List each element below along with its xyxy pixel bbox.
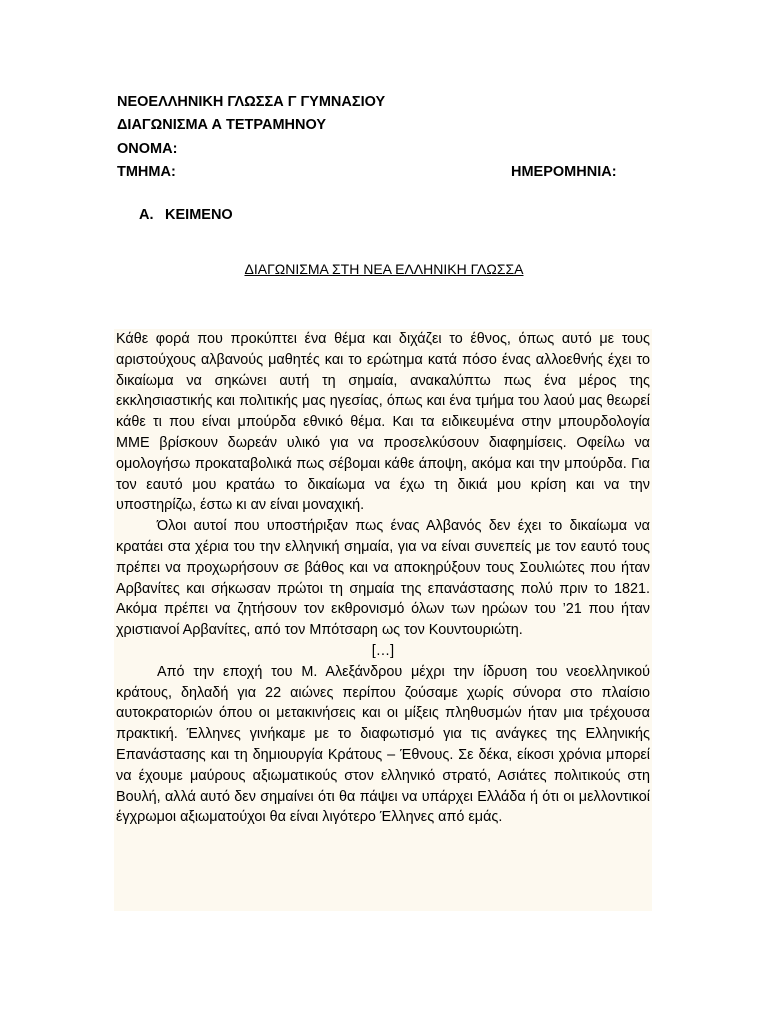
document-title: ΔΙΑΓΩΝΙΣΜΑ ΣΤΗ ΝΕΑ ΕΛΛΗΝΙΚΗ ΓΛΩΣΣΑ (244, 261, 524, 277)
class-label: ΤΜΗΜΑ: (117, 164, 176, 180)
section-title: ΚΕΙΜΕΝΟ (165, 207, 233, 223)
name-label: ΟΝΟΜΑ: (117, 141, 178, 157)
header-subject: ΝΕΟΕΛΛΗΝΙΚΗ ΓΛΩΣΣΑ Γ ΓΥΜΝΑΣΙΟΥ (117, 94, 386, 110)
date-label: ΗΜΕΡΟΜΗΝΙΑ: (511, 164, 617, 180)
header-exam-title: ΔΙΑΓΩΝΙΣΜΑ Α ΤΕΤΡΑΜΗΝΟΥ (117, 117, 327, 133)
passage-text-block (114, 329, 652, 911)
section-heading (139, 205, 233, 225)
section-number: Α. (139, 207, 154, 223)
passage-paragraph-1: Κάθε φορά που προκύπτει ένα θέμα και διχάζει το έθνος, όπως αυτό με τους αριστούχους αλβανούς μαθητές και το ερώτημα κατά πόσο ένας αλλοεθνής έχει το δικαίωμα να σηκώνει αυτή τη σημαία, ανακαλύπτω πως ένα μέρος της εκκλησιαστικής και πολιτικής μας ηγεσίας, όπως και ένα τμήμα του λαού μας θεωρεί κάθε τι που είναι μπούρδα εθνικό θέμα. Και τα ειδικευμένα στην μπουρδολογία ΜΜΕ βρίσκουν δωρεάν υλικό για να προσελκύσουν διαφημίσεις. Οφείλω να ομολογήσω προκαταβολικά πως σέβομαι κάθε άποψη, ακόμα και την μπούρδα. Για τον εαυτό μου κρατάω το δικαίωμα να έχω τη δικιά μου κρίση και να την υποστηρίζω, έστω κι αν είναι μοναχική. (116, 331, 650, 514)
passage-paragraph-2: Όλοι αυτοί που υποστήριξαν πως ένας Αλβανός δεν έχει το δικαίωμα να κρατάει στα χέρια του την ελληνική σημαία, για να είναι συνεπείς με τον εαυτό τους πρέπει να προχωρήσουν σε βάθος και να αποκηρύξουν τους Σουλιώτες που ήταν Αρβανίτες και σήκωσαν πρώτοι τη σημαία της επανάστασης πολύ πριν το 1821. Ακόμα πρέπει να ζητήσουν τον εκθρονισμό όλων των ηρώων του ’21 που ήταν χριστιανοί Αρβανίτες, από τον Μπότσαρη ως τον Κουντουριώτη. (116, 518, 650, 639)
passage-ellipsis: […] (371, 642, 395, 659)
passage-paragraph-3: Από την εποχή του Μ. Αλεξάνδρου μέχρι την ίδρυση του νεοελληνικού κράτους, δηλαδή για 22 αιώνες περίπου ζούσαμε χωρίς σύνορα στο πλαίσιο αυτοκρατοριών όπου οι μετακινήσεις και οι μίξεις πληθυσμών ήταν μια τρέχουσα πρακτική. Έλληνες γινήκαμε με το διαφωτισμό για τις ανάγκες της Ελληνικής Επανάστασης και τη δημιουργία Κράτους – Έθνους. Σε δέκα, είκοσι χρόνια μπορεί να έχουμε μαύρους αξιωματικούς στον ελληνικό στρατό, Ασιάτες πολιτικούς στη Βουλή, αλλά αυτό δεν σημαίνει ότι θα πάψει να υπάρχει Ελλάδα ή ότι οι μελλοντικοί έγχρωμοι αξιωματούχοι θα είναι λιγότερο Έλληνες από εμάς. (116, 663, 650, 826)
